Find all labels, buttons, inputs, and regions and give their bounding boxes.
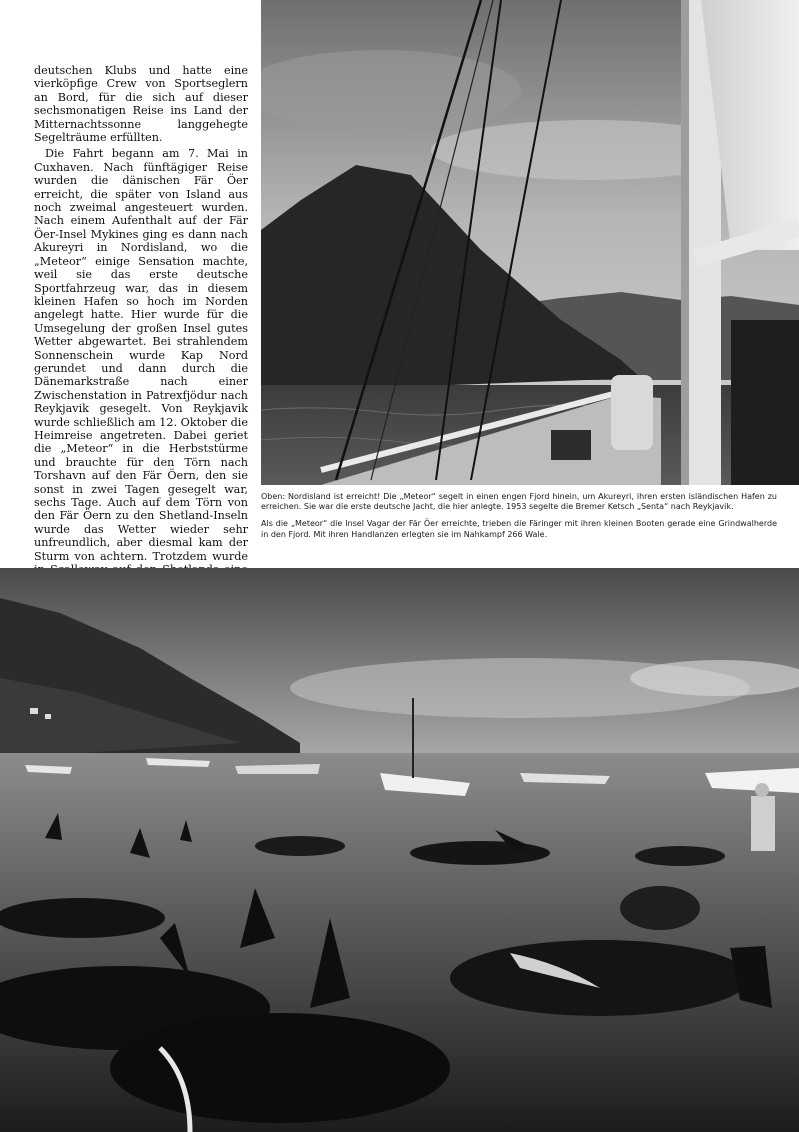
caption-top-photo: Oben: Nordisland ist erreicht! Die „Meteor“ segelt in einen engen Fjord hinein, um Akureyri, ihren ersten isländischen Hafen zu erreichen. Sie war die erste deutsche Jacht, die hier anlegte. 1953 segelte die Bremer Ketsch „Senta“ nach Reykjavik. (261, 492, 777, 512)
photo-fjord-sailing (261, 0, 799, 485)
article-paragraph: Die Fahrt begann am 7. Mai in Cuxhaven. Nach fünftägiger Reise wurden die dänischen Fär Öer erreicht, die später von Island aus noch zweimal angesteuert wurden. Nach einem Aufenthalt auf der Fär Öer-Insel Mykines ging es dann nach Akureyri in Nordisland, wo die „Meteor“ einige Sensation machte, weil sie das erste deutsche Sportfahrzeug war, das in diesem kleinen Hafen so hoch im Norden angelegt hatte. Hier wurde für die Umsegelung der großen Insel gutes Wetter abgewartet. Bei strahlendem Sonnenschein wurde Kap Nord gerundet und dann durch die Dänemarkstraße nach einer Zwischenstation in Patrexfjödur nach Reykjavik gesegelt. Von Reykjavik wurde schließlich am 12. Oktober die Heimreise angetreten. Dabei geriet die „Meteor“ in die Herbststürme und brauchte für den Törn nach Torshavn auf den Fär Öern, den sie sonst in zwei Tagen gesegelt war, sechs Tage. Auch auf dem Törn von den Fär Öern zu den Shetland-Inseln wurde das Wetter wieder sehr unfreundlich, aber diesmal kam der Sturm von achtern. Trotzdem wurde (34, 147, 248, 563)
caption-block (261, 492, 777, 547)
article-paragraph: deutschen Klubs und hatte eine vierköpfige Crew von Sportseglern an Bord, für die sich auf dieser sechsmonatigen Reise ins Land der Mitternachtssonne langgehegte Segelträume erfüllten. (34, 64, 248, 145)
photo-whale-hunt-faroe (0, 568, 799, 1132)
caption-bottom-photo: Als die „Meteor“ die Insel Vagar der Fär Öer erreichte, trieben die Färinger mit ihren kleinen Booten gerade eine Grindwalherde in den Fjord. Mit ihren Handlanzen erlegten sie im Nahkampf 266 Wale. (261, 519, 777, 539)
